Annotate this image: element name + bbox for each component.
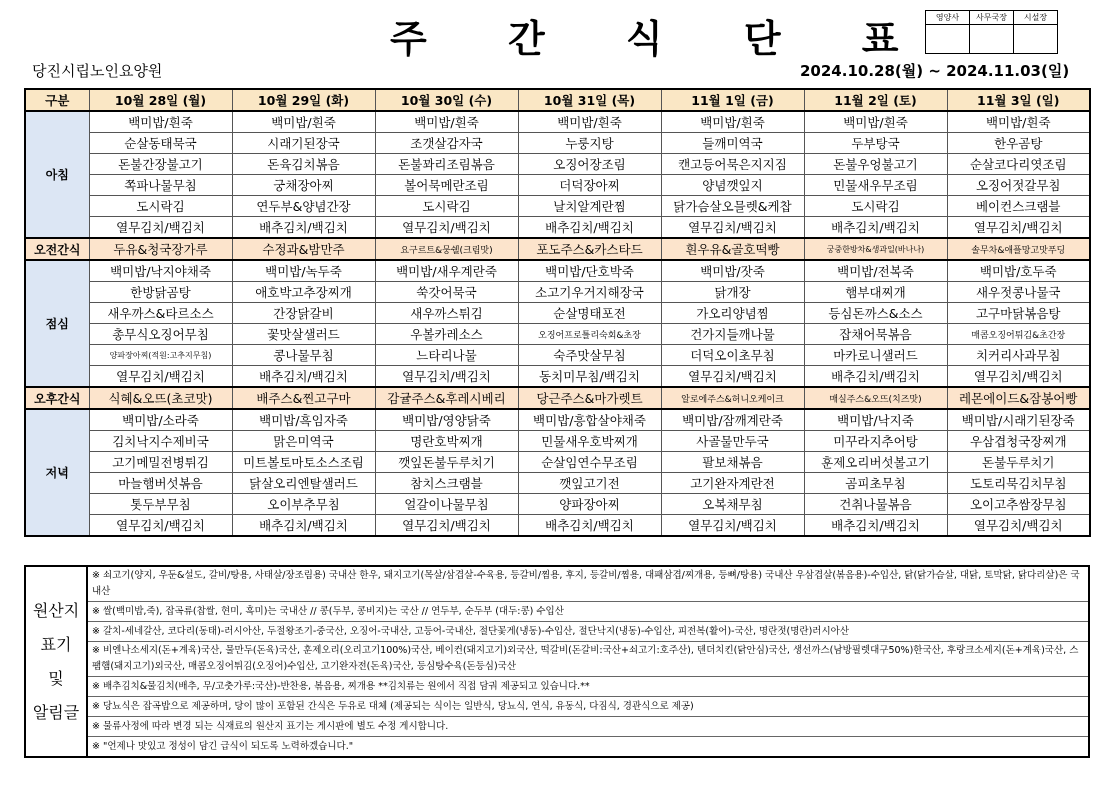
page-title: 주 간 식 단 표 (390, 17, 933, 61)
menu-cell: 양파장아찌(적원:고추지무침) (89, 345, 232, 366)
menu-cell: 민물새우무조림 (804, 175, 947, 196)
notes-line: ※ 물류사정에 따라 변경 되는 식재료의 원산지 표기는 게시판에 별도 수정 게시합니다. (87, 717, 1089, 737)
menu-cell: 고구마닭볶음탕 (947, 303, 1090, 324)
menu-cell: 들깨미역국 (661, 133, 804, 154)
institution-name: 당진시립노인요양원 (32, 62, 163, 80)
snack-cell: 흰우유&골호떡빵 (661, 238, 804, 260)
table-row (25, 154, 1090, 175)
pm_snack-label: 오후간식 (25, 387, 89, 409)
day-header: 10월 31일 (목) (518, 89, 661, 111)
menu-cell: 백미밥/흰죽 (661, 111, 804, 133)
menu-cell: 김치낙지수제비국 (89, 431, 232, 452)
snack-cell: 두유&청국장가루 (89, 238, 232, 260)
menu-cell: 새우까스튀김 (375, 303, 518, 324)
snack-cell: 레몬에이드&잠봉어빵 (947, 387, 1090, 409)
menu-cell: 매콤오징어튀김&초간장 (947, 324, 1090, 345)
table-row (25, 111, 1090, 133)
menu-cell: 돈불우엉불고기 (804, 154, 947, 175)
snack-cell: 궁중한방차&생과일(바나나) (804, 238, 947, 260)
menu-cell: 맑은미역국 (232, 431, 375, 452)
menu-cell: 도시락김 (804, 196, 947, 217)
menu-cell: 열무김치/백김치 (89, 217, 232, 239)
am_snack-row (25, 238, 1090, 260)
menu-cell: 배추김치/백김치 (232, 515, 375, 537)
menu-cell: 건취나물볶음 (804, 494, 947, 515)
notes-row (25, 622, 1089, 642)
approval-dietitian-label: 영양사 (926, 11, 970, 25)
menu-cell: 배추김치/백김치 (232, 366, 375, 388)
menu-cell: 백미밥/새우계란죽 (375, 260, 518, 282)
menu-cell: 돈불간장불고기 (89, 154, 232, 175)
menu-cell: 등심돈까스&소스 (804, 303, 947, 324)
menu-cell: 날치알계란찜 (518, 196, 661, 217)
notes-row (25, 602, 1089, 622)
menu-cell: 도시락김 (89, 196, 232, 217)
snack-cell: 알로에주스&허니오케이크 (661, 387, 804, 409)
table-row (25, 260, 1090, 282)
menu-cell: 오이고추쌈장무침 (947, 494, 1090, 515)
menu-cell: 배추김치/백김치 (232, 217, 375, 239)
menu-cell: 배추김치/백김치 (804, 515, 947, 537)
menu-cell: 더덕오이초무침 (661, 345, 804, 366)
day-header: 10월 30일 (수) (375, 89, 518, 111)
menu-cell: 마카로니샐러드 (804, 345, 947, 366)
menu-cell: 베이컨스크램블 (947, 196, 1090, 217)
menu-cell: 열무김치/백김치 (947, 515, 1090, 537)
menu-cell: 순살명태포전 (518, 303, 661, 324)
notes-line: ※ 쌀(백미밥,죽), 잡곡류(찹쌀, 현미, 흑미)는 국내산 // 콩(두부, 콩비지)는 국산 // 연두부, 순두부 (대두:콩) 수입산 (87, 602, 1089, 622)
menu-cell: 미꾸라지추어탕 (804, 431, 947, 452)
menu-cell: 깻잎고기전 (518, 473, 661, 494)
menu-cell: 열무김치/백김치 (375, 217, 518, 239)
menu-cell: 백미밥/낙지야채죽 (89, 260, 232, 282)
notes-line: ※ "언제나 맛있고 정성이 담긴 급식이 되도록 노력하겠습니다." (87, 737, 1089, 758)
menu-cell: 배추김치/백김치 (518, 515, 661, 537)
menu-cell: 백미밥/녹두죽 (232, 260, 375, 282)
menu-cell: 캔고등어묵은지지짐 (661, 154, 804, 175)
approval-box (925, 10, 1058, 54)
snack-cell: 당근주스&마가렛트 (518, 387, 661, 409)
snack-cell: 포도주스&카스타드 (518, 238, 661, 260)
day-header: 10월 28일 (월) (89, 89, 232, 111)
menu-cell: 백미밥/전복죽 (804, 260, 947, 282)
menu-cell: 고기메밀전병튀김 (89, 452, 232, 473)
menu-cell: 백미밥/흰죽 (375, 111, 518, 133)
menu-cell: 콩나물무침 (232, 345, 375, 366)
approval-manager-label: 사무국장 (970, 11, 1014, 25)
menu-cell: 백미밥/시래기된장죽 (947, 409, 1090, 431)
menu-cell: 마늘햄버섯볶음 (89, 473, 232, 494)
menu-cell: 백미밥/흰죽 (89, 111, 232, 133)
menu-cell: 간장닭갈비 (232, 303, 375, 324)
table-row (25, 324, 1090, 345)
approval-sign-cell (1014, 25, 1058, 54)
menu-cell: 느타리나물 (375, 345, 518, 366)
snack-cell: 솔무차&애플망고맛푸딩 (947, 238, 1090, 260)
menu-cell: 숙주맛살무침 (518, 345, 661, 366)
menu-cell: 열무김치/백김치 (89, 366, 232, 388)
menu-cell: 닭가슴살오믈렛&케찹 (661, 196, 804, 217)
menu-cell: 쑥갓어묵국 (375, 282, 518, 303)
menu-cell: 도토리묵김치무침 (947, 473, 1090, 494)
snack-cell: 식혜&오뜨(초코맛) (89, 387, 232, 409)
notes-row (25, 697, 1089, 717)
snack-cell: 수정과&밤만주 (232, 238, 375, 260)
menu-cell: 잡채어묵볶음 (804, 324, 947, 345)
menu-cell: 톳두부무침 (89, 494, 232, 515)
menu-cell: 열무김치/백김치 (661, 366, 804, 388)
notes-row (25, 566, 1089, 602)
menu-cell: 백미밥/소라죽 (89, 409, 232, 431)
menu-cell: 참치스크램블 (375, 473, 518, 494)
menu-cell: 두부탕국 (804, 133, 947, 154)
breakfast-label: 아침 (25, 111, 89, 238)
menu-cell: 동치미무침/백김치 (518, 366, 661, 388)
table-row (25, 473, 1090, 494)
menu-cell: 팔보채볶음 (661, 452, 804, 473)
snack-cell: 배주스&찐고구마 (232, 387, 375, 409)
lunch-label: 점심 (25, 260, 89, 387)
menu-cell: 백미밥/단호박죽 (518, 260, 661, 282)
menu-cell: 순살동태묵국 (89, 133, 232, 154)
menu-cell: 곰피초무침 (804, 473, 947, 494)
menu-cell: 우삼겹청국장찌개 (947, 431, 1090, 452)
menu-cell: 민물새우호박찌개 (518, 431, 661, 452)
table-row (25, 133, 1090, 154)
menu-cell: 백미밥/흑임자죽 (232, 409, 375, 431)
weekly-menu-table (24, 88, 1091, 537)
table-header-row (25, 89, 1090, 111)
menu-cell: 열무김치/백김치 (375, 366, 518, 388)
menu-cell: 백미밥/호두죽 (947, 260, 1090, 282)
header-label: 구분 (25, 89, 89, 111)
menu-cell: 순살코다리엿조림 (947, 154, 1090, 175)
menu-cell: 백미밥/영양닭죽 (375, 409, 518, 431)
menu-period: 2024.10.28(월) ~ 2024.11.03(일) (800, 62, 1070, 80)
am_snack-label: 오전간식 (25, 238, 89, 260)
menu-cell: 시래기된장국 (232, 133, 375, 154)
table-row (25, 452, 1090, 473)
menu-cell: 가오리양념찜 (661, 303, 804, 324)
menu-cell: 열무김치/백김치 (89, 515, 232, 537)
menu-cell: 새우까스&타르소스 (89, 303, 232, 324)
menu-cell: 열무김치/백김치 (661, 217, 804, 239)
table-row (25, 515, 1090, 537)
menu-cell: 백미밥/잠깨계란죽 (661, 409, 804, 431)
menu-cell: 닭살오리엔탈샐러드 (232, 473, 375, 494)
menu-cell: 깻잎돈불두루치기 (375, 452, 518, 473)
menu-cell: 배추김치/백김치 (804, 366, 947, 388)
notes-row (25, 642, 1089, 677)
menu-cell: 훈제오리버섯볼고기 (804, 452, 947, 473)
day-header: 11월 3일 (일) (947, 89, 1090, 111)
menu-cell: 열무김치/백김치 (947, 366, 1090, 388)
day-header: 11월 1일 (금) (661, 89, 804, 111)
menu-cell: 순살임연수무조림 (518, 452, 661, 473)
menu-cell: 백미밥/흰죽 (518, 111, 661, 133)
table-row (25, 196, 1090, 217)
menu-cell: 양념깻잎지 (661, 175, 804, 196)
notes-label-line: 표기 (40, 634, 72, 654)
menu-cell: 오이부추무침 (232, 494, 375, 515)
table-row (25, 345, 1090, 366)
menu-cell: 돈불두루치기 (947, 452, 1090, 473)
table-row (25, 217, 1090, 239)
menu-cell: 꽃맛살샐러드 (232, 324, 375, 345)
menu-cell: 오복채무침 (661, 494, 804, 515)
menu-cell: 치커리사과무침 (947, 345, 1090, 366)
menu-cell: 백미밥/흰죽 (232, 111, 375, 133)
menu-cell: 연두부&양념간장 (232, 196, 375, 217)
menu-cell: 오징어젓갈무침 (947, 175, 1090, 196)
menu-cell: 고기완자계란전 (661, 473, 804, 494)
notes-line: ※ 갈치-세네갈산, 코다리(동태)-러시아산, 두절왕조기-중국산, 오징어-국내산, 고등어-국내산, 절단꽃게(냉동)-수입산, 절단낙지(냉동)-수입산, 피전복(활어)-국산, 명란젓(명란)러시아산 (87, 622, 1089, 642)
menu-cell: 오징어프로틀리숙회&초장 (518, 324, 661, 345)
table-row (25, 494, 1090, 515)
menu-cell: 건가지들깨나물 (661, 324, 804, 345)
menu-cell: 누룽지탕 (518, 133, 661, 154)
menu-cell: 사골물만두국 (661, 431, 804, 452)
menu-cell: 백미밥/흰죽 (947, 111, 1090, 133)
snack-cell: 감귤주스&후레시베리 (375, 387, 518, 409)
snack-cell: 요구르트&뭉쉘(크림맛) (375, 238, 518, 260)
notes-label-line: 알림글 (32, 702, 80, 722)
table-row (25, 409, 1090, 431)
menu-cell: 햄부대찌개 (804, 282, 947, 303)
day-header: 11월 2일 (토) (804, 89, 947, 111)
menu-cell: 오징어장조림 (518, 154, 661, 175)
menu-cell: 배추김치/백김치 (804, 217, 947, 239)
notes-row (25, 717, 1089, 737)
menu-cell: 닭개장 (661, 282, 804, 303)
menu-cell: 백미밥/흥합살야채죽 (518, 409, 661, 431)
menu-cell: 쪽파나물무침 (89, 175, 232, 196)
menu-cell: 애호박고추장찌개 (232, 282, 375, 303)
notes-row (25, 677, 1089, 697)
dinner-label: 저녁 (25, 409, 89, 536)
menu-cell: 총무식오징어무침 (89, 324, 232, 345)
menu-cell: 배추김치/백김치 (518, 217, 661, 239)
notes-table (24, 565, 1090, 758)
pm_snack-row (25, 387, 1090, 409)
approval-director-label: 시설장 (1014, 11, 1058, 25)
approval-sign-cell (926, 25, 970, 54)
menu-cell: 한방닭곰탕 (89, 282, 232, 303)
menu-cell: 양파장아찌 (518, 494, 661, 515)
table-row (25, 175, 1090, 196)
approval-sign-cell (970, 25, 1014, 54)
notes-label-line: 원산지 (32, 600, 80, 620)
table-row (25, 303, 1090, 324)
menu-cell: 얼갈이나물무침 (375, 494, 518, 515)
snack-cell: 매실주스&오뜨(치즈맛) (804, 387, 947, 409)
table-row (25, 431, 1090, 452)
notes-line: ※ 비엔나소세지(돈+계육)국산, 물만두(돈육)국산, 훈제오리(오리고기100%)국산, 베이컨(돼지고기)외국산, 떡갈비(돈갈비:국산+쇠고기:호주산), 텐더치킨(닭안심)국산, 생선까스(남방필렛대구50%)한국산, 후랑크소세지(돈+계육)국산, 스팸햄(돼지고기)외국산, 매콤오징어튀김(오징어)수입산, 고기완자전(돈육)국산, 등심탕수육(돈등심)국산 (87, 642, 1089, 677)
notes-row (25, 737, 1089, 758)
day-header: 10월 29일 (화) (232, 89, 375, 111)
menu-cell: 열무김치/백김치 (947, 217, 1090, 239)
menu-cell: 열무김치/백김치 (375, 515, 518, 537)
menu-cell: 백미밥/잣죽 (661, 260, 804, 282)
table-row (25, 282, 1090, 303)
menu-cell: 조갯살감자국 (375, 133, 518, 154)
table-row (25, 366, 1090, 388)
menu-cell: 볼어묵메란조림 (375, 175, 518, 196)
menu-cell: 궁채장아찌 (232, 175, 375, 196)
menu-cell: 백미밥/흰죽 (804, 111, 947, 133)
menu-cell: 소고기우거지해장국 (518, 282, 661, 303)
notes-line: ※ 배추김치&물김치(배추, 무/고춧가루:국산)-반찬용, 볶음용, 찌개용 **김치류는 원에서 직접 담궈 제공되고 있습니다.** (87, 677, 1089, 697)
notes-line: ※ 쇠고기(양지, 우둔&설도, 갈비/탕용, 사태살/장조림용) 국내산 한우, 돼지고기(목살/삼겹살-수육용, 등갈비/찜용, 후지, 등갈비/찜용, 대패삼겹/찌개용, 등뼈/탕용) 국내산 우삼겹살(볶음용)-수입산, 닭(닭가슴살, 대닭, 토막닭, 닭다리살)은 국내산 (87, 566, 1089, 602)
menu-cell: 열무김치/백김치 (661, 515, 804, 537)
menu-cell: 돈육김치볶음 (232, 154, 375, 175)
menu-cell: 미트볼토마토소스조림 (232, 452, 375, 473)
notes-label (25, 566, 87, 757)
menu-cell: 백미밥/낙지죽 (804, 409, 947, 431)
menu-cell: 명란호박찌개 (375, 431, 518, 452)
menu-cell: 더덕장아찌 (518, 175, 661, 196)
notes-line: ※ 당뇨식은 잡곡밥으로 제공하며, 당이 많이 포함된 간식은 두유로 대체 (제공되는 식이는 일반식, 당뇨식, 연식, 유동식, 다짐식, 경관식으로 제공) (87, 697, 1089, 717)
menu-cell: 우볼카레소스 (375, 324, 518, 345)
menu-cell: 새우젓콩나물국 (947, 282, 1090, 303)
menu-cell: 한우곰탕 (947, 133, 1090, 154)
menu-cell: 돈불꽈리조림볶음 (375, 154, 518, 175)
menu-cell: 도시락김 (375, 196, 518, 217)
notes-label-line: 및 (48, 668, 64, 688)
